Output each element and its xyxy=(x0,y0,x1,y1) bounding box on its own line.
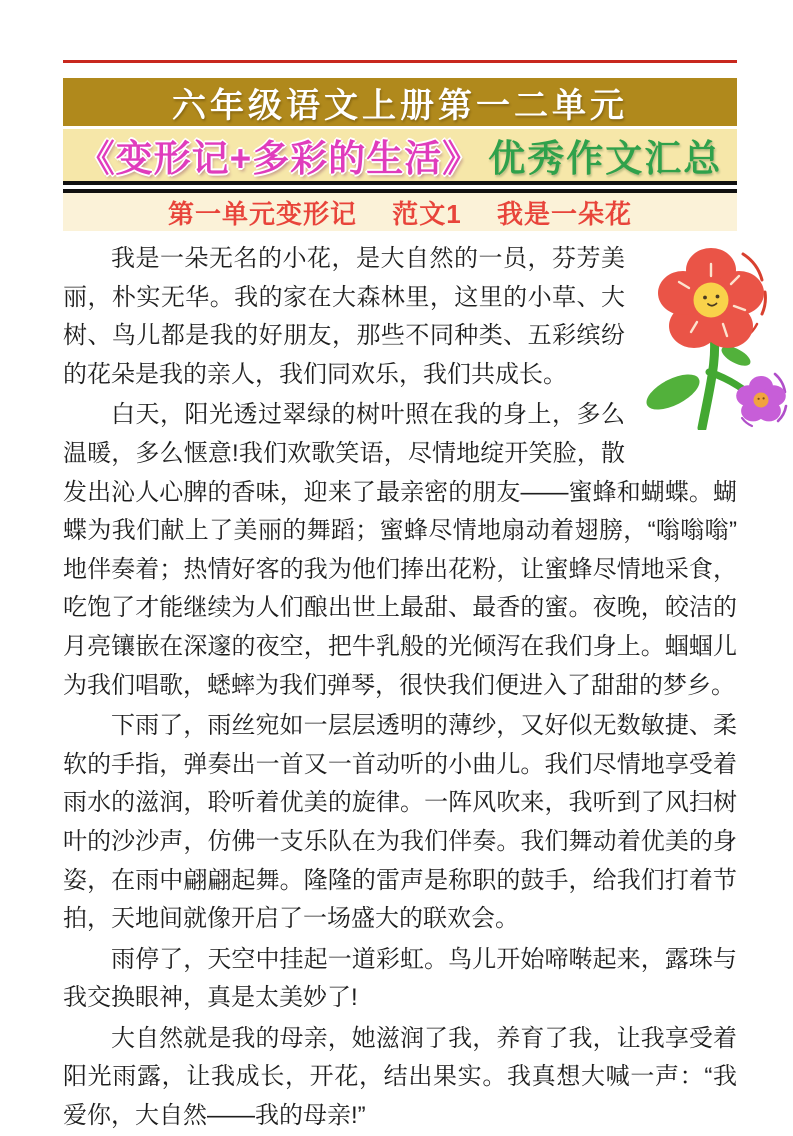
series-suffix: 优秀作文汇总 xyxy=(488,138,723,179)
essay-paragraph-3: 下雨了，雨丝宛如一层层透明的薄纱，又好似无数敏捷、柔软的手指，弹奏出一首又一首动听的小曲儿。我们尽情地享受着雨水的滋润，聆听着优美的旋律。一阵风吹来，我听到了风扫树叶的沙沙声，仿佛一支乐队在为我们伴奏。我们舞动着优美的身姿，在雨中翩翩起舞。隆隆的雷声是称职的鼓手，给我们打着节拍，天地间就像开启了一场盛大的联欢会。 xyxy=(63,712,737,933)
section-title: 第一单元变形记 范文1 我是一朵花 xyxy=(168,198,632,229)
essay-body xyxy=(63,240,737,1136)
double-divider-line xyxy=(63,181,737,193)
section-title-bar xyxy=(63,193,737,231)
series-title: 《变形记+多彩的生活》 xyxy=(77,138,481,179)
main-title: 六年级语文上册第一二单元 xyxy=(172,86,628,125)
essay-paragraph-4: 雨停了，天空中挂起一道彩虹。鸟儿开始啼啭起来，露珠与我交换眼神，真是太美妙了! xyxy=(63,945,737,1012)
essay-paragraph-1: 我是一朵无名的小花，是大自然的一员，芬芳美丽，朴实无华。我的家在大森林里，这里的小草、大树、鸟儿都是我的好朋友，那些不同种类、五彩缤纷的花朵是我的亲人，我们同欢乐，我们共成长。 xyxy=(63,245,625,388)
series-title-banner xyxy=(63,129,737,181)
essay-paragraph-2: 白天，阳光透过翠绿的树叶照在我的身上，多么温暖，多么惬意!我们欢歌笑语，尽情地绽开笑脸，散发出沁人心脾的香味，迎来了最亲密的朋友——蜜蜂和蝴蝶。蝴蝶为我们献上了美丽的舞蹈；蜜蜂尽情地扇动着翅膀，“嗡嗡嗡”地伴奏着；热情好客的我为他们捧出花粉，让蜜蜂尽情地采食，吃饱了才能继续为人们酿出世上最甜、最香的蜜。夜晚，皎洁的月亮镶嵌在深邃的夜空，把牛乳般的光倾泻在我们身上。蝈蝈儿为我们唱歌，蟋蟀为我们弹琴，很快我们便进入了甜甜的梦乡。 xyxy=(63,401,737,699)
main-title-banner xyxy=(63,78,737,126)
top-red-line xyxy=(63,60,737,63)
smiling-flower-illustration xyxy=(639,240,791,430)
essay-paragraph-5: 大自然就是我的母亲，她滋润了我，养育了我，让我享受着阳光雨露，让我成长，开花，结出果实。我真想大喊一声：“我爱你，大自然——我的母亲!” xyxy=(63,1024,737,1130)
flower-icon xyxy=(639,240,791,430)
